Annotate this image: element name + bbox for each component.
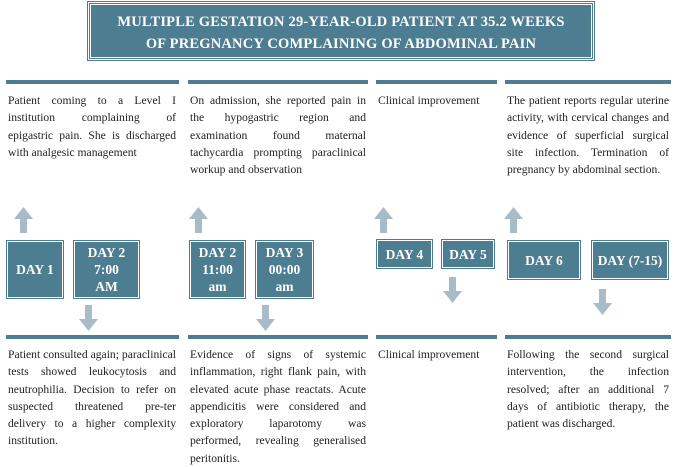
bottom-note-4: Following the second surgical intervention, the infection resolved; after an additional 7 days of antibiotic therapy, the patient was discharged. <box>507 348 669 431</box>
top-note-4: The patient reports regular uterine activity, with cervical changes and evidence of superficial surgical site infection. Termination of pregnancy by abdominal section. <box>507 94 669 177</box>
bottom-note-2: Evidence of signs of systemic inflammation, right flank pain, with elevated acute phase reactats. Acute appendicitis were considered and exploratory laparotomy was performed, revealing generalised peritonitis. <box>190 348 366 465</box>
day-box-2 <box>74 241 139 298</box>
day-period: am <box>208 279 227 294</box>
arrow-up-icon <box>374 207 393 233</box>
diagram-title <box>88 2 594 60</box>
bottom-rule-3 <box>376 335 497 339</box>
top-note-3: Clinical improvement <box>378 94 480 107</box>
day-label: DAY 4 <box>385 246 424 262</box>
top-rule-3 <box>376 80 497 84</box>
day-box-1 <box>7 241 63 298</box>
day-box-5 <box>377 240 432 268</box>
title-line-1: MULTIPLE GESTATION 29-YEAR-OLD PATIENT AT 35.2 WEEKS <box>117 14 565 30</box>
day-time: 11:00 <box>202 262 233 277</box>
bottom-rule-1 <box>6 335 179 339</box>
day-label: DAY 3 <box>265 245 304 260</box>
day-box-3 <box>190 241 245 298</box>
day-label: DAY 1 <box>16 262 54 277</box>
day-label: DAY 5 <box>449 246 487 262</box>
title-line-2: OF PREGNANCY COMPLAINING OF ABDOMINAL PAIN <box>145 36 537 52</box>
day-label: DAY 6 <box>525 252 563 268</box>
top-note-2: On admission, she reported pain in the hypogastric region and examination found maternal tachycardia prompting paraclinical workup and observation <box>190 94 366 177</box>
day-box-7 <box>508 241 580 279</box>
arrow-down-icon <box>593 289 612 315</box>
bottom-note-1: Patient consulted again; paraclinical tests showed leukocytosis and neutrophilia. Decision to refer on suspected threatened pre-ter delivery to a higher complexity institution. <box>8 348 176 448</box>
day-box-8 <box>592 241 668 279</box>
day-label: DAY (7-15) <box>597 252 663 268</box>
top-note-1: Patient coming to a Level I institution complaining of epigastric pain. She is discharged with analgesic management <box>8 94 176 159</box>
arrow-down-icon <box>79 305 98 331</box>
day-period: am <box>275 279 294 294</box>
bottom-rule-4 <box>505 335 671 339</box>
top-rule-4 <box>505 80 671 84</box>
day-time: 7:00 <box>94 262 119 277</box>
arrow-down-icon <box>256 305 275 331</box>
day-box-4 <box>256 241 313 298</box>
day-period: AM <box>95 279 118 294</box>
top-rule-1 <box>6 80 179 84</box>
bottom-rule-2 <box>188 335 368 339</box>
bottom-note-3: Clinical improvement <box>378 348 480 361</box>
day-label: DAY 2 <box>198 245 237 260</box>
day-label: DAY 2 <box>87 245 126 260</box>
top-rule-2 <box>188 80 368 84</box>
arrow-up-icon <box>14 207 33 233</box>
arrow-up-icon <box>504 207 523 233</box>
arrow-down-icon <box>443 277 462 303</box>
arrow-up-icon <box>189 207 208 233</box>
day-time: 00:00 <box>268 262 301 277</box>
day-box-6 <box>442 240 494 268</box>
